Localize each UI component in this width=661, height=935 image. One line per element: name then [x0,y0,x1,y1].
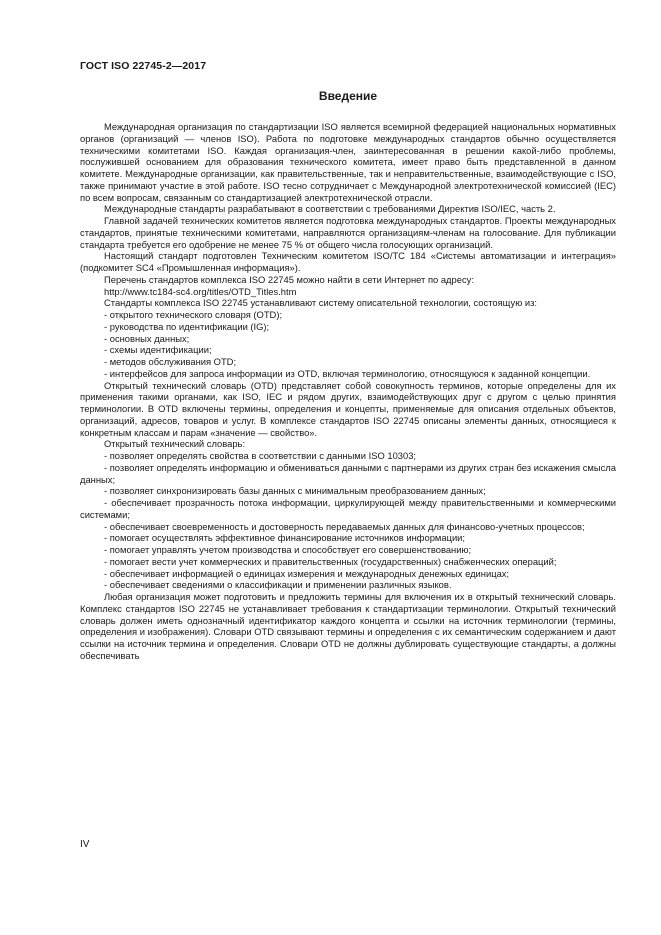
list-item: - основных данных; [104,332,190,344]
list-item: - помогает вести учет коммерческих и правительственных (государственных) снабженческих операций; [104,555,557,567]
list-item: - обеспечивает прозрачность потока информации, циркулирующей между правительственными и коммерческими системами; [80,497,616,520]
paragraph-system-consists: Стандарты комплекса ISO 22745 устанавливают систему описательной технологии, состоящую из: [104,297,537,309]
standard-designation: ГОСТ ISO 22745-2—2017 [80,60,207,72]
list-item: - позволяет синхронизировать базы данных с минимальным преобразованием данных; [104,485,486,497]
list-item: - помогает осуществлять эффективное финансирование источников информации; [104,532,466,544]
paragraph-prepared-by: Настоящий стандарт подготовлен Техническим комитетом ISO/TC 184 «Системы автоматизации и интеграция» (подкомитет SC4 «Промышленная информация»). [80,250,616,273]
paragraph-otd-lead: Открытый технический словарь: [104,438,246,450]
paragraph-iso-intro: Международная организация по стандартизации ISO является всемирной федерацией национальных нормативных органов (организаций — членов ISO). Работа по подготовке международных стандартов обычно осуществляется техническими комитетами ISO. Каждая организация-член, заинтересованная в решении какой-либо проблемы, послужившей основанием для образования технического комитета, имеет право быть представленной в данном комитете. Международные организации, как правительственные, так и неправительственные, взаимодействующие с ISO, также принимают участие в этой работе. ISO тесно сотрудничает с Международной электротехнической комиссией (IEC) по всем вопросам, связанным со стандартизацией электротехнической отрасли. [80,121,616,203]
paragraph-any-organization: Любая организация может подготовить и предложить термины для включения их в открытый технический словарь. Комплекс стандартов ISO 22745 не устанавливает требования к стандартизации терминологии. Открытый технический словарь должен иметь однозначный идентификатор каждого концепта и ссылки на источник терминологии (термины, определения и изображения). Словари OTD связывают термины и определения с их семантическим содержанием и дают ссылки на источник термина и определения. Словари OTD не должны дублировать существующие стандарты, а должны обеспечивать [80,591,616,661]
body-text [80,121,616,662]
paragraph-otd-definition: Открытый технический словарь (OTD) представляет собой совокупность терминов, которые определены для их применения такими органами, как ISO, IEC и рядом других, взаимодействующих друг с другом с целью принятия терминологии. В OTD включены термины, определения и концепты, применяемые для описания отдельных объектов, организаций, адресов, товаров и услуг. В комплексе стандартов ISO 22745 описаны элементы данных, относящиеся к конкретным классам и парам «значение — свойство». [80,379,616,438]
list-item: - схемы идентификации; [104,344,212,356]
link-otd-titles[interactable]: http://www.tc184-sc4.org/titles/OTD_Titles.htm [104,285,297,297]
list-item: - открытого технического словаря (OTD); [104,309,283,320]
page-number: IV [80,839,90,850]
paragraph-directives: Международные стандарты разрабатывают в соответствии с требованиями Директив ISO/IEC, часть 2. [104,203,556,215]
list-item: - обеспечивает своевременность и достоверность передаваемых данных для финансово-учетных процессов; [104,520,585,532]
list-item: - помогает управлять учетом производства и способствует его совершенствованию; [104,544,472,555]
section-title: Введение [318,89,378,103]
list-item: - обеспечивает информацией о единицах измерения и международных денежных единицах; [104,567,510,579]
list-item: - позволяет определять информацию и обмениваться данными с партнерами из других стран без искажения смысла данных; [80,461,616,485]
list-item: - методов обслуживания OTD; [104,356,237,367]
paragraph-main-task: Главной задачей технических комитетов является подготовка международных стандартов. Проекты международных стандартов, принятые техническими комитетами, направляются организациям-членам на голосование. Для публикации стандарта требуется его одобрение не менее 75 % от общего числа голосующих организаций. [80,215,616,250]
paragraph-standards-list: Перечень стандартов комплекса ISO 22745 можно найти в сети Интернет по адресу: [104,273,474,285]
list-item: - интерфейсов для запроса информации из OTD, включая терминологию, относящуюся к заданной концепции. [104,367,591,379]
list-item: - обеспечивает сведениями о классификации и применении различных языков. [104,579,452,591]
list-item: - руководства по идентификации (IG); [104,320,270,332]
list-item: - позволяет определять свойства в соответствии с данными ISO 10303; [104,450,417,461]
